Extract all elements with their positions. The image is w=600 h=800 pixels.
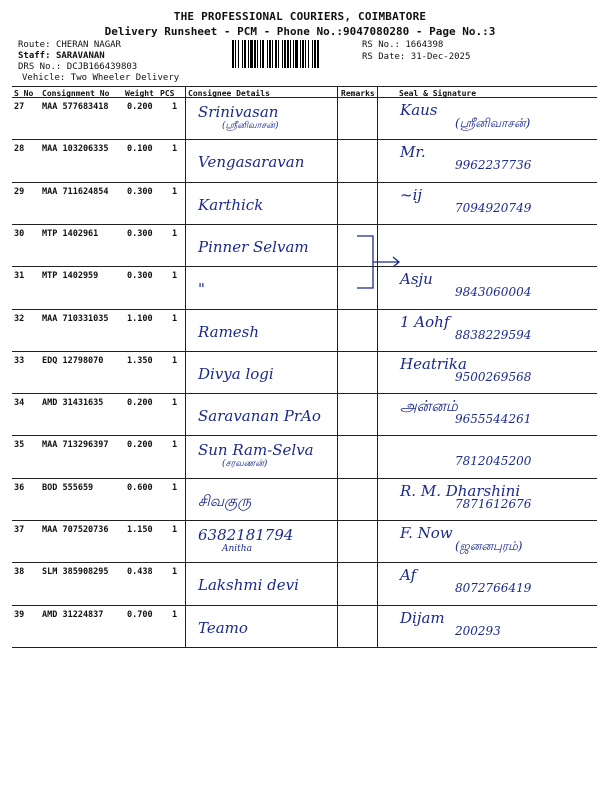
consignee-handwriting: Ramesh	[198, 322, 260, 341]
rs-no-label: RS No.:	[362, 40, 400, 50]
signature-phone: (ஜனனபுரம்)	[455, 539, 523, 553]
signature-phone: 7812045200	[455, 454, 532, 469]
signature-mark: ~ij	[400, 185, 423, 204]
signature-phone: 7871612676	[455, 496, 532, 511]
signature-phone: 9962237736	[455, 158, 532, 173]
cell-consignment: MTP 1402961	[42, 228, 99, 239]
cell-weight: 0.300	[127, 186, 153, 197]
col-header-remarks: Remarks	[341, 89, 375, 98]
cell-pcs: 1	[172, 271, 178, 282]
cell-weight: 0.200	[127, 398, 153, 409]
barcode-bar	[242, 40, 243, 68]
barcode-bar	[257, 40, 258, 68]
drs-line	[18, 62, 137, 72]
row-divider	[12, 351, 597, 352]
vehicle-value: Two Wheeler Delivery	[70, 73, 180, 83]
cell-consignment: MAA 103206335	[42, 144, 109, 155]
signature-mark: Asju	[400, 270, 433, 289]
cell-pcs: 1	[172, 440, 178, 451]
cell-sno: 34	[14, 398, 25, 409]
signature-phone: 8838229594	[455, 327, 532, 342]
route-value: CHERAN NAGAR	[55, 40, 121, 50]
cell-consignment: MAA 710331035	[42, 313, 109, 324]
barcode-bar	[295, 40, 298, 68]
cell-consignment: MAA 707520736	[42, 525, 109, 535]
barcode	[232, 40, 358, 68]
vehicle-line	[22, 73, 179, 83]
cell-sno: 31	[14, 271, 25, 282]
row-divider	[12, 562, 597, 563]
drs-value: DCJB166439803	[66, 62, 138, 72]
barcode-bar	[262, 40, 264, 68]
cell-weight: 1.100	[127, 313, 153, 324]
cell-weight: 0.100	[127, 144, 153, 155]
barcode-bar	[254, 40, 256, 68]
barcode-bar	[312, 40, 313, 68]
cell-consignment: AMD 31224837	[42, 609, 104, 620]
signature-col-divider	[377, 86, 378, 648]
cell-pcs: 1	[172, 482, 178, 493]
barcode-bar	[284, 40, 286, 68]
signature-mark: 1 Aohf	[400, 312, 450, 331]
cell-weight: 0.600	[127, 482, 153, 493]
signature-phone: 9500269568	[455, 369, 532, 384]
cell-consignment: MTP 1402959	[42, 271, 99, 282]
col-header-pcs: PCS	[160, 89, 175, 98]
table-border-top	[12, 86, 597, 87]
signature-mark: Af	[400, 566, 417, 585]
barcode-bar	[232, 40, 234, 68]
cell-pcs: 1	[172, 567, 178, 578]
row-divider	[12, 224, 597, 225]
staff-label: Staff:	[18, 51, 51, 61]
signature-phone: 9843060004	[455, 285, 532, 300]
barcode-bar	[302, 40, 304, 68]
cell-sno: 38	[14, 567, 25, 578]
signature-phone: (ஸ்ரீனிவாசன்)	[455, 116, 531, 130]
cell-consignment: MAA 577683418	[42, 102, 109, 112]
barcode-bar	[260, 40, 261, 68]
consignee-handwriting: Divya logi	[198, 364, 274, 383]
consignee-handwriting: Saravanan PrAo	[198, 407, 321, 426]
barcode-bar	[248, 40, 249, 68]
barcode-bar	[272, 40, 273, 68]
barcode-bar	[287, 40, 289, 68]
signature-mark: Dijam	[400, 608, 445, 627]
barcode-bar	[305, 40, 306, 68]
cell-consignment: EDQ 12798070	[42, 355, 104, 366]
runsheet-subtitle: Delivery Runsheet - PCM - Phone No.:9047080280 - Page No.:3	[104, 25, 496, 38]
row-divider	[12, 647, 597, 648]
cell-pcs: 1	[172, 525, 178, 535]
consignee-handwriting: Teamo	[198, 618, 248, 637]
barcode-bar	[269, 40, 271, 68]
signature-mark: Heatrika	[400, 354, 467, 373]
barcode-bar	[282, 40, 283, 68]
cell-sno: 32	[14, 313, 25, 324]
cell-pcs: 1	[172, 355, 178, 366]
col-header-sno: S No	[14, 89, 34, 98]
cell-weight: 1.150	[127, 525, 153, 535]
cell-consignment: MAA 711624854	[42, 186, 109, 197]
cell-consignment: MAA 713296397	[42, 440, 109, 451]
row-divider	[12, 478, 597, 479]
signature-phone: 9655544261	[455, 412, 532, 427]
cell-pcs: 1	[172, 228, 178, 239]
cell-pcs: 1	[172, 609, 178, 620]
cell-weight: 0.300	[127, 228, 153, 239]
barcode-bar	[278, 40, 279, 68]
consignee-handwriting: Vengasaravan	[198, 153, 305, 172]
col-header-consignee: Consignee Details	[188, 89, 270, 98]
cell-pcs: 1	[172, 102, 178, 112]
consignee-handwriting: Srinivasan	[198, 103, 279, 121]
cell-pcs: 1	[172, 313, 178, 324]
barcode-bar	[314, 40, 316, 68]
cell-sno: 29	[14, 186, 25, 197]
cell-weight: 0.200	[127, 102, 153, 112]
barcode-bar	[290, 40, 291, 68]
barcode-bar	[244, 40, 246, 68]
company-title: THE PROFESSIONAL COURIERS, COIMBATORE	[173, 10, 427, 23]
signature-mark: R. M. Dharshini	[400, 481, 521, 500]
consignee-handwriting: "	[198, 280, 205, 299]
rs-date-value: 31-Dec-2025	[410, 52, 471, 62]
route-label: Route:	[18, 40, 51, 50]
barcode-bar	[317, 40, 319, 68]
cell-weight: 0.300	[127, 271, 153, 282]
col-header-consignment: Consignment No	[42, 89, 110, 98]
consignee-handwriting-extra: Anitha	[222, 544, 252, 554]
barcode-bar	[293, 40, 294, 68]
remarks-col-divider	[337, 86, 338, 648]
barcode-bar	[235, 40, 236, 68]
signature-mark: அன்னம்	[400, 397, 458, 416]
vehicle-label: Vehicle:	[22, 73, 66, 83]
signature-phone: 200293	[455, 623, 501, 638]
cell-consignment: SLM 385908295	[42, 567, 109, 578]
row-divider	[12, 139, 597, 140]
barcode-bar	[238, 40, 239, 68]
rs-date-line	[362, 52, 470, 62]
consignee-handwriting: Karthick	[198, 195, 264, 214]
consignee-handwriting: Sun Ram-Selva	[198, 441, 314, 460]
consignee-handwriting: சிவகுரு	[198, 491, 252, 510]
cell-consignment: AMD 31431635	[42, 398, 104, 409]
drs-label: DRS No.:	[18, 62, 62, 72]
rs-no-line	[362, 40, 443, 50]
cell-pcs: 1	[172, 144, 178, 155]
signature-phone: 7094920749	[455, 200, 532, 215]
col-header-weight: Weight	[125, 89, 154, 98]
staff-value: SARAVANAN	[55, 51, 105, 61]
cell-pcs: 1	[172, 186, 178, 197]
consignee-handwriting: Pinner Selvam	[198, 237, 309, 256]
consignee-handwriting: 6382181794	[198, 526, 294, 544]
row-divider	[12, 393, 597, 394]
cell-consignment: BOD 555659	[42, 482, 94, 493]
staff-line	[18, 51, 105, 61]
row-divider	[12, 266, 597, 267]
cell-weight: 0.200	[127, 440, 153, 451]
cell-sno: 27	[14, 102, 25, 112]
barcode-bar	[267, 40, 268, 68]
signature-phone: 8072766419	[455, 581, 532, 596]
bracket-mark	[355, 232, 405, 292]
barcode-bar	[308, 40, 309, 68]
row-divider	[12, 435, 597, 436]
barcode-bar	[250, 40, 253, 68]
rs-date-label: RS Date:	[362, 52, 406, 62]
cell-weight: 0.700	[127, 609, 153, 620]
consignee-col-divider	[185, 86, 186, 648]
rs-no-value: 1664398	[405, 40, 444, 50]
signature-mark: Mr.	[400, 143, 426, 162]
route-line	[18, 40, 121, 50]
cell-sno: 35	[14, 440, 25, 451]
consignee-handwriting-extra: (சரவணன்)	[222, 459, 268, 470]
cell-pcs: 1	[172, 398, 178, 409]
consignee-handwriting-extra: (ஸ்ரீனிவாசன்)	[222, 121, 279, 131]
cell-sno: 37	[14, 525, 25, 535]
cell-sno: 28	[14, 144, 25, 155]
cell-sno: 39	[14, 609, 25, 620]
row-divider	[12, 605, 597, 606]
row-divider	[12, 182, 597, 183]
cell-sno: 30	[14, 228, 25, 239]
cell-sno: 33	[14, 355, 25, 366]
cell-weight: 1.350	[127, 355, 153, 366]
signature-mark: Kaus	[400, 101, 438, 119]
barcode-bar	[300, 40, 301, 68]
col-header-signature: Seal & Signature	[399, 89, 477, 98]
row-divider	[12, 309, 597, 310]
barcode-bar	[275, 40, 277, 68]
consignee-handwriting: Lakshmi devi	[198, 576, 299, 595]
cell-weight: 0.438	[127, 567, 153, 578]
signature-mark: F. Now	[400, 524, 453, 542]
row-divider	[12, 520, 597, 521]
cell-sno: 36	[14, 482, 25, 493]
